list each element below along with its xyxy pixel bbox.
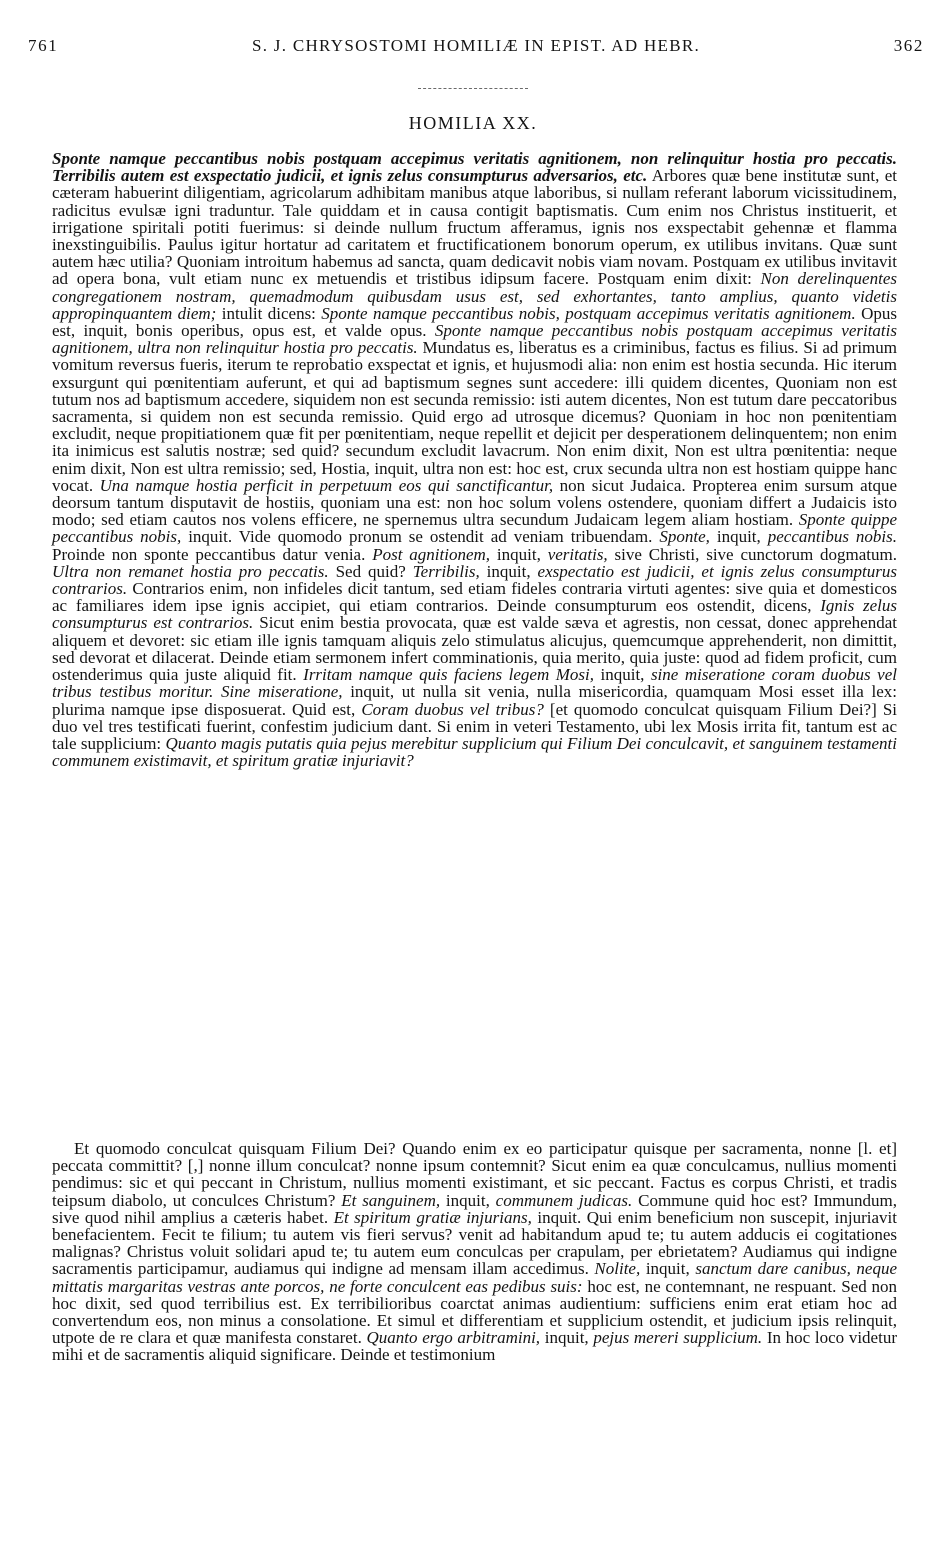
text-segment: Sed quid? xyxy=(328,561,413,581)
quotation: Coram duobus vel tribus? xyxy=(361,699,544,719)
text-segment: Proinde non sponte peccantibus datur venia. xyxy=(52,544,373,564)
quotation: communem judicas. xyxy=(495,1190,633,1210)
quotation: sanctum dare canibus, neque mittatis margaritas vestras ante porcos, ne forte conculcent eas pedibus suis: xyxy=(52,1259,897,1296)
text-segment: inquit. Qui enim beneficium non suscepit, injuriavit benefacientem. Fecit te filium; tu autem vis fieri servus? venit ad habitandum apud te; tu autem adducis ei cogitationes malignas? Christus voluit solidari apud te; tu autem eum conculcas per crapulam, per ebrietatem? Audiamus qui indigne sacramentis participamur, audiamus qui indigne ad mensam illam accedimus. xyxy=(52,1207,898,1279)
page-number-left: 761 xyxy=(28,36,59,55)
quotation: Quanto magis putatis quia pejus merebitur supplicium qui Filium Dei conculcavit, et sanguinem testamenti communem existimavit, et spiritum gratiæ injuriavit? xyxy=(52,733,897,771)
quotation: Terribilis, xyxy=(412,561,480,581)
quotation: Irritam namque quis faciens legem Mosi, xyxy=(303,665,594,685)
scripture-lead: Sponte namque peccantibus nobis postquam accepimus veritatis agnitionem, non relinquitur hostia pro peccatis. Terribilis autem est exspectatio judicii, et ignis zelus consumpturus adversarios, etc. xyxy=(52,149,897,186)
paragraph-1 xyxy=(52,150,897,769)
text-segment: [et quomodo conculcat quisquam Filium Dei?] Si duo vel tres testificati fuerint, confestim judicium dant. Si enim in veteri Testamento, ubi lex Mosis irrita fit, tantum est ac tale supplicium: xyxy=(52,699,898,753)
text-segment: Sicut enim bestia provocata, quæ est valde sæva et agrestis, non cessat, donec apprehendat aliquem et devoret: sic etiam ille ignis tamquam aliquis zelo stimulatus alicujus, quemcumque apprehenderit, non dimittit, sed devorat et dilacerat. Deinde etiam sermonem infert comminationis, quia merito, quia juste: quod ad fidem proficit, cum ostenderimus quia juste aliquid fit. xyxy=(52,613,897,685)
text-segment: Opus est, inquit, bonis operibus, opus est, et valde opus. xyxy=(52,303,897,341)
quotation: sine miseratione coram duobus vel tribus testibus moritur. Sine miseratione, xyxy=(52,665,897,702)
quotation: Sponte quippe peccantibus nobis, xyxy=(52,510,897,547)
quotation: Post agnitionem, xyxy=(372,544,491,564)
text-segment: inquit, ut nulla sit venia, nulla misericordia, quamquam Mosi esset illa lex: plurima namque ipse disposuerat. Quid est, xyxy=(52,682,897,719)
title-divider xyxy=(418,88,528,89)
quotation: pejus mereri supplicium. xyxy=(593,1328,763,1348)
text-segment: Et quomodo conculcat quisquam Filium Dei? Quando enim ex eo participatur quisque per sacramenta, nonne [l. et] peccata committit? [,] nonne illum conculcat? nonne ipsum contemnit? Sicut enim ea quæ conculcamus, nullius momenti pendimus: sic et qui peccant in Christum, nullius momenti existimant, et sic peccant. Factus es corpus Christi, et tradis teipsum diabolo, ut conculces Christum? xyxy=(52,1139,897,1210)
running-head-title: S. J. CHRYSOSTOMI HOMILIÆ IN EPIST. AD HEBR. xyxy=(251,36,701,55)
text-segment: inquit, xyxy=(709,527,768,547)
quotation: Ultra non remanet hostia pro peccatis. xyxy=(52,561,329,581)
quotation: Sponte, xyxy=(659,527,710,547)
quotation: Sponte namque peccantibus nobis postquam accepimus veritatis agnitionem, ultra non relinquitur hostia pro peccatis. xyxy=(52,321,897,358)
quotation: veritatis, xyxy=(547,544,608,564)
quotation: peccantibus nobis. xyxy=(767,527,897,547)
text-segment: In hoc loco videtur mihi et de sacramentis aliquid significare. Deinde et testimonium xyxy=(52,1328,897,1365)
quotation: Ignis zelus consumpturus est contrarios. xyxy=(52,596,898,633)
quotation: Sponte namque peccantibus nobis, postquam accepimus veritatis agnitionem. xyxy=(321,303,856,323)
text-segment: inquit, xyxy=(490,544,548,564)
text-segment: inquit, xyxy=(640,1259,696,1279)
text-segment: Contrarios enim, non infideles dicit tantum, sed etiam fideles contraria virtuti agentes: sive quia et domesticos ac familiares idem ipse ignis accipiet, qui etiam contrarios. Deinde consumpturum eos ostendit, dicens, xyxy=(52,579,897,616)
text-segment: inquit, xyxy=(540,1328,594,1348)
quotation: Et sanguinem, xyxy=(341,1190,441,1210)
page-number-right: 362 xyxy=(893,36,924,55)
text-segment: non sicut Judaica. Propterea enim sursum atque deorsum tantum disputavit de hostiis, quoniam una est: non hoc solum volens ostendere, quoniam differt a Judaicis isto modo; sed etiam cautos nos volens efficere, ne spernemus ultra secundum Judaicam legem aliam hostiam. xyxy=(52,475,897,530)
text-segment: Arbores quæ bene institutæ sunt, et cæteram habuerint diligentiam, agricolarum adhibitam manibus atque laboribus, si nullam referant laborum vicissitudinem, radicitus evulsæ igni traduntur. Tale quiddam et in causa contigit baptismatis. Cum enim nos Christus instituerit, et irrigatione spiritali potiti fuerimus: si deinde nullum fructum afferamus, ignis nos exspectabit gehennæ et flamma inexstinguibilis. Paulus igitur hortatur ad caritatem et fructificationem bonorum operum, ex utilibus invitans. Quæ sunt autem hæc utilia? Quoniam introitum habemus ad sancta, quam dedicavit nobis viam novam. Postquam ex utilibus invitavit ad opera bona, vult etiam nunc ex metuendis et tristibus idipsum facere. Postquam enim dixit: xyxy=(52,166,897,289)
paragraph-2 xyxy=(52,1140,897,1364)
text-segment: inquit, xyxy=(593,665,651,685)
quotation: Non derelinquentes congregationem nostram, quemadmodum quibusdam usus est, sed exhortantes, tanto amplius, quanto videtis appropinquantem diem; xyxy=(52,269,897,323)
text-segment: inquit, xyxy=(440,1190,496,1210)
running-head xyxy=(28,36,924,60)
text-segment: Commune quid hoc est? Immundum, sive quod nihil amplius a cæteris habet. xyxy=(52,1190,897,1227)
quotation: Et spiritum gratiæ injurians, xyxy=(333,1207,532,1227)
text-segment: Mundatus es, liberatus es a criminibus, factus es filius. Si ad primum vomitum reversus fueris, iterum te reprobatio exspectat et ignis, et hujusmodi alia: non enim est hostia secunda. Hic iterum exsurgunt qui pœnitentiam auferunt, et qui ad baptismum segnes sunt accedere: illi quidem dicentes, Quoniam non est tutum nos ad baptismum accedere, siquidem non est secunda remissio: isti autem dicentes, Non est tutum dare peccatoribus sacramenta, si quidem non est secunda remissio. Quid ergo ad utrosque dicemus? Quoniam in hoc non pœnitentiam excludit, neque propitiationem quæ fit per pœnitentiam, neque repellit et dejicit per desperationem delinquentem; non enim ita inimicus est salutis nostræ; sed quid? secundum excludit lavacrum. Non enim dixit, Non est ultra pœnitentia: neque enim dixit, Non est ultra remissio; sed, Hostia, inquit, ultra non est: hoc est, crux secunda ultra non est hostiam quippe hanc vocat. xyxy=(52,338,897,495)
quotation: Quanto ergo arbitramini, xyxy=(366,1328,541,1348)
text-segment: intulit dicens: xyxy=(216,303,322,323)
text-segment: hoc est, ne contemnant, ne respuant. Sed non hoc dixit, sed quod terribilius est. Ex terribilioribus coarctat animas audientium: sufficiens enim erat etiam hoc ad convertendum eos, non minus a consolatione. Et simul et differentiam et supplicium ostendit, et judicium ipsis relinquit, utpote de re clara et quæ manifesta constaret. xyxy=(52,1276,898,1348)
homily-title: HOMILIA XX. xyxy=(408,113,538,133)
text-segment: inquit, xyxy=(479,561,538,581)
text-segment: inquit. Vide quomodo pronum se ostendit ad veniam tribuendam. xyxy=(181,527,660,547)
quotation: Nolite, xyxy=(594,1259,641,1279)
quotation: exspectatio est judicii, et ignis zelus consumpturus contrarios. xyxy=(52,561,897,599)
quotation: Una namque hostia perficit in perpetuum eos qui sanctificantur, xyxy=(99,475,554,495)
text-segment: sive Christi, sive cunctorum dogmatum. xyxy=(607,544,897,564)
